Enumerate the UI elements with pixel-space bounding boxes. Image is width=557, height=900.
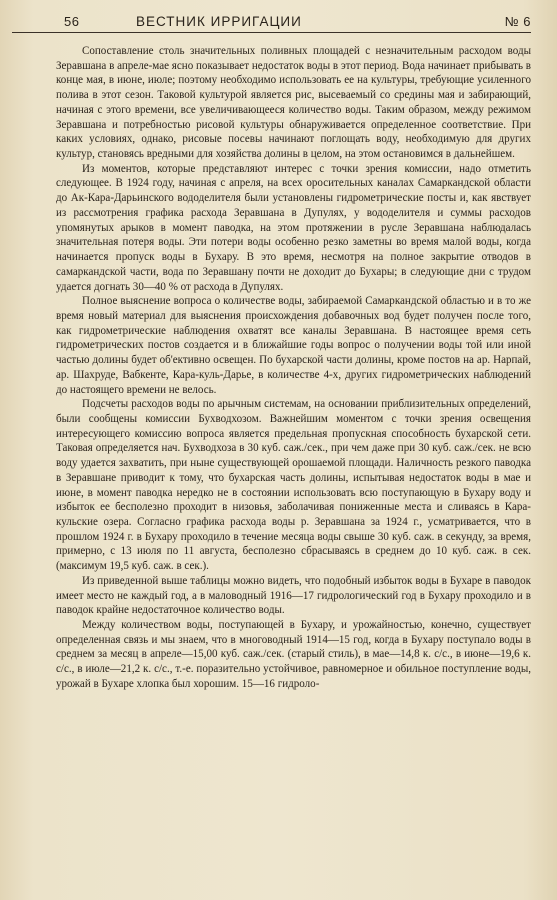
page-header <box>12 14 531 33</box>
page-number: 56 <box>64 14 80 29</box>
article-body <box>56 44 531 692</box>
paragraph: Полное выяснение вопроса о количестве воды, забираемой Самаркандской областью и в то же время новый материал для выяснения происхождения добавочных вод будет получен после того, как гидрометрические наблюдения охватят все каналы Зеравшана. В настоящее время сеть гидрометрических постов создается и в ближайшие годы вопрос о получении воды той или иной частью долины будет об'ективно освещен. По бухарской части долины, кроме постов на ар. Нарпай, ар. Шахруде, Вабкенте, Кара-куль-Дарье, в количестве 4-х, других гидрометрических наблюдений до настоящего времени не велось. <box>56 295 531 396</box>
issue-number: № 6 <box>504 14 531 29</box>
journal-title: ВЕСТНИК ИРРИГАЦИИ <box>136 14 302 29</box>
paragraph: Из моментов, которые представляют интерес с точки зрения комиссии, надо отметить следующее. В 1924 году, начиная с апреля, на всех оросительных каналах Самаркандской области до Ак-Кара-Дарьинского вододелителя были установлены гидрометрические посты и, как явствует из рассмотрения графика расхода Зеравшана в Дупулях, у вододелителя и суммы расходов упомянутых арыков в момент паводка, на этом протяжении в русле Зеравшана наблюдалась значительная потеря воды. Эти потери воды особенно резко заметны во время малой воды, когда начинается пропуск воды в Бухару. В это время, несмотря на полное закрытие отводов в самаркандской части, вода по Зеравшану почти не доходит до Бухары; в следующие дни с трудом удается догнать 30—40 % от расхода в Дупулях. <box>56 162 531 293</box>
paragraph: Между количеством воды, поступающей в Бухару, и урожайностью, конечно, существует определенная связь и мы знаем, что в многоводный 1914—15 год, когда в Бухару поступало воды в среднем за месяц в апреле—15,00 куб. саж./сек. (старый стиль), в мае—14,8 к. с/с., в июне—19,6 к. с/с., в июле—21,2 к. с/с., т.-е. поразительно устойчивое, равномерное и обильное поступление воды, урожай в Бухаре хлопка был хорошим. 15—16 гидроло- <box>56 619 531 690</box>
paragraph: Сопоставление столь значительных поливных площадей с незначительным расходом воды Зеравшана в апреле-мае ясно показывает недостаток воды в этот период. Вода начинает прибывать в конце мая, в июне, июле; поэтому необходимо использовать ее на культуры, требующие усиленного полива в этот сезон. Таковой культурой является рис, высеваемый со средины мая и забирающий, начиная с этого времени, все увеличивающееся количество воды. Таким образом, между режимом Зеравшана и потребностью рисовой культуры обнаруживается определенное соответствие. При каких условиях, однако, рисовые посевы начинают поглощать воду, необходимую для других культур, становясь вредными для хозяйства долины в целом, на этом остановимся в дальнейшем. <box>56 45 531 161</box>
paragraph: Подсчеты расходов воды по арычным системам, на основании приблизительных определений, были сообщены комиссии Бухводхозом. Важнейшим моментом с точки зрения освещения интересующего комиссию вопроса является предельная пропускная способность бухарской сети. Таковая определяется нач. Бухводхоза в 30 куб. саж./сек., при чем даже при 30 куб. саж./сек. не всю воду удается захватить, при ныне существующей орошаемой площади. Наличность резкого паводка в Зеравшане приводит к тому, что бухарская часть долины, испытывая недостаток воды в мае и июне, в момент паводка нередко не в состоянии использовать всю поступающую в Бухару воду и избыток ее бесполезно проходит в низовья, заболачивая пониженные места и сливаясь в Кара-кульские озера. Согласно графика расхода воды р. Зеравшана за 1924 г., усматривается, что в прошлом 1924 г. в Бухару проходило в течение месяца воды свыше 30 куб. саж. в секунду, за время, примерно, с 13 июля по 11 августа, бесполезно сбрасываясь в среднем до 10 куб. саж. в сек. (максимум 19,5 куб. саж. в сек.). <box>56 398 531 573</box>
paragraph: Из приведенной выше таблицы можно видеть, что подобный избыток воды в Бухаре в паводок имеет место не каждый год, а в маловодный 1916—17 гидрологический год в Бухару проходило и в паводок крайне недостаточное количество воды. <box>56 574 531 617</box>
